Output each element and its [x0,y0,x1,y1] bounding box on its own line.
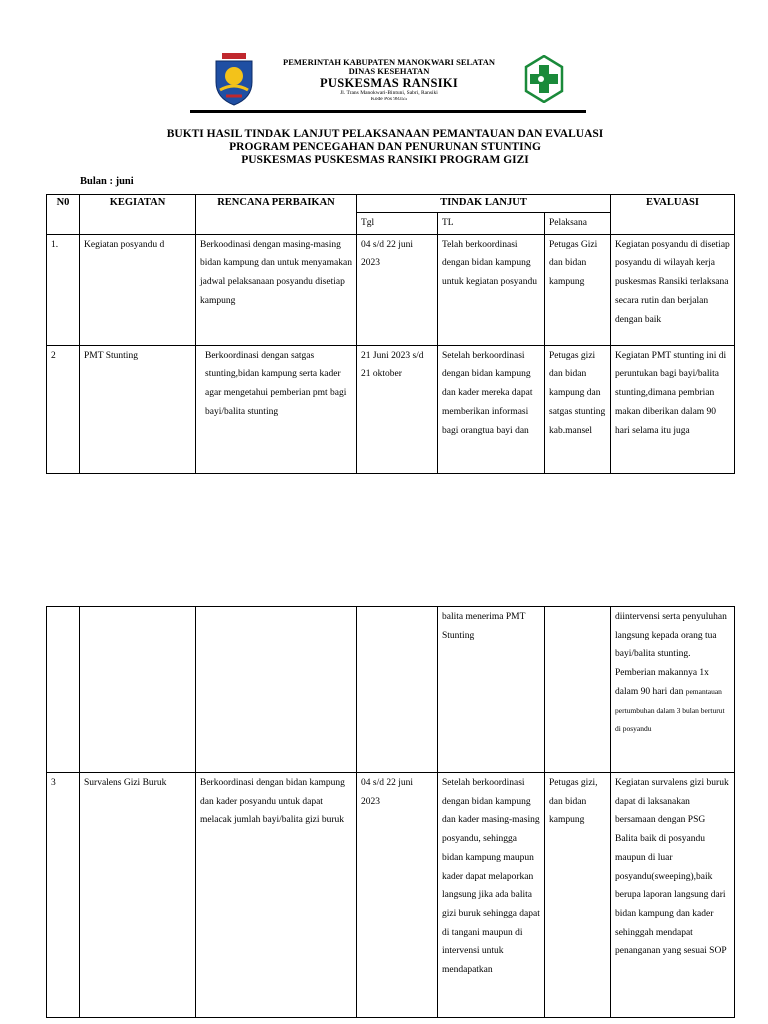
cell-kegiatan: Survalens Gizi Buruk [80,773,196,1018]
header-tl: TL [438,213,545,235]
table-row [47,234,735,345]
cell-kegiatan: PMT Stunting [80,345,196,473]
cell-no: 1. [47,234,80,345]
letterhead-address: Jl. Trans Manokwari-Bintuni, Sabri, Ransiki [340,89,438,96]
table-row [47,345,735,473]
cell-tgl: 04 s/d 22 juni 2023 [357,773,438,1018]
regency-emblem-icon [212,52,256,106]
cell-rencana: Berkoordinasi dengan satgas stunting,bidan kampung serta kader agar mengetahui pemberian pmt bagi bayi/balita stunting [196,345,357,473]
title-line-3: PUSKESMAS PUSKESMAS RANSIKI PROGRAM GIZI [241,154,529,166]
cell-evaluasi: Kegiatan survalens gizi buruk dapat di laksanakan bersamaan dengan PSG Balita baik di posyandu maupun di luar posyandu(sweeping),baik berupa laporan langsung dari bidan kampung dan kader sehinggah mendapat penanganan yang sesuai SOP [611,773,735,1018]
cell-pelaksana: Petugas Gizi dan bidan kampung [545,234,611,345]
cell-no: 2 [47,345,80,473]
health-cross-icon [524,55,564,103]
letterhead-divider [190,110,586,113]
follow-up-table [46,194,735,474]
header-tindak-lanjut: TINDAK LANJUT [357,195,611,213]
cell-evaluasi: Kegiatan posyandu di disetiap posyandu di wilayah kerja puskesmas Ransiki terlaksana secara rutin dan berjalan dengan baik [611,234,735,345]
cell-tgl: 04 s/d 22 juni 2023 [357,234,438,345]
header-no: N0 [47,195,80,235]
follow-up-table-continued [46,606,735,1018]
letterhead-postcode: Kode Pos 98355 [370,96,408,101]
cell-no: 3 [47,773,80,1018]
table-row [47,607,735,773]
document-title [80,128,690,167]
header-pelaksana: Pelaksana [545,213,611,235]
letterhead-government: PEMERINTAH KABUPATEN MANOKWARI SELATAN [283,57,495,67]
cell-rencana: Berkoordinasi dengan bidan kampung dan kader posyandu untuk dapat melacak jumlah bayi/balita gizi buruk [196,773,357,1018]
evaluasi-small-text: pemantauan pertumbuhan dalam 3 bulan berturut di posyandu [615,686,725,734]
cell-tl: Telah berkoordinasi dengan bidan kampung untuk kegiatan posyandu [438,234,545,345]
header-kegiatan: KEGIATAN [80,195,196,235]
evaluasi-text: diintervensi serta penyuluhan langsung kepada orang tua bayi/balita stunting. Pemberian makannya 1x dalam 90 hari dan [615,612,727,697]
title-line-1: BUKTI HASIL TINDAK LANJUT PELAKSANAAN PEMANTAUAN DAN EVALUASI [166,128,604,140]
month-label: Bulan : juni [80,176,134,187]
header-rencana: RENCANA PERBAIKAN [196,195,357,235]
letterhead [260,58,518,101]
cell-pelaksana: Petugas gizi dan bidan kampung dan satgas stunting kab.mansel [545,345,611,473]
title-line-2: PROGRAM PENCEGAHAN DAN PENURUNAN STUNTING [229,141,541,153]
cell-evaluasi: Kegiatan PMT stunting ini di peruntukan bagi bayi/balita stunting,dimana pembrian makan diberikan dalam 90 hari selama itu juga [611,345,735,473]
cell-pelaksana: Petugas gizi, dan bidan kampung [545,773,611,1018]
letterhead-institution: PUSKESMAS RANSIKI [319,75,459,90]
header-tgl: Tgl [357,213,438,235]
header-evaluasi: EVALUASI [611,195,735,235]
cell-tgl: 21 Juni 2023 s/d 21 oktober [357,345,438,473]
cell-kegiatan: Kegiatan posyandu d [80,234,196,345]
letterhead-department: DINAS KESEHATAN [348,65,430,76]
table-row [47,773,735,1018]
cell-tl: Setelah berkoordinasi dengan bidan kampung dan kader mereka dapat memberikan informasi bagi orangtua bayi dan [438,345,545,473]
cell-tl: balita menerima PMT Stunting [438,607,545,773]
cell-rencana: Berkoodinasi dengan masing-masing bidan kampung dan untuk menyamakan jadwal pelaksanaan posyandu disetiap kampung [196,234,357,345]
cell-evaluasi [611,607,735,773]
cell-tl: Setelah berkoordinasi dengan bidan kampung dan kader masing-masing posyandu, sehingga bidan kampung maupun kader dapat melaporkan langsung jika ada balita gizi buruk sehingga dapat di tangani maupun di intervensi untuk mendapatkan [438,773,545,1018]
